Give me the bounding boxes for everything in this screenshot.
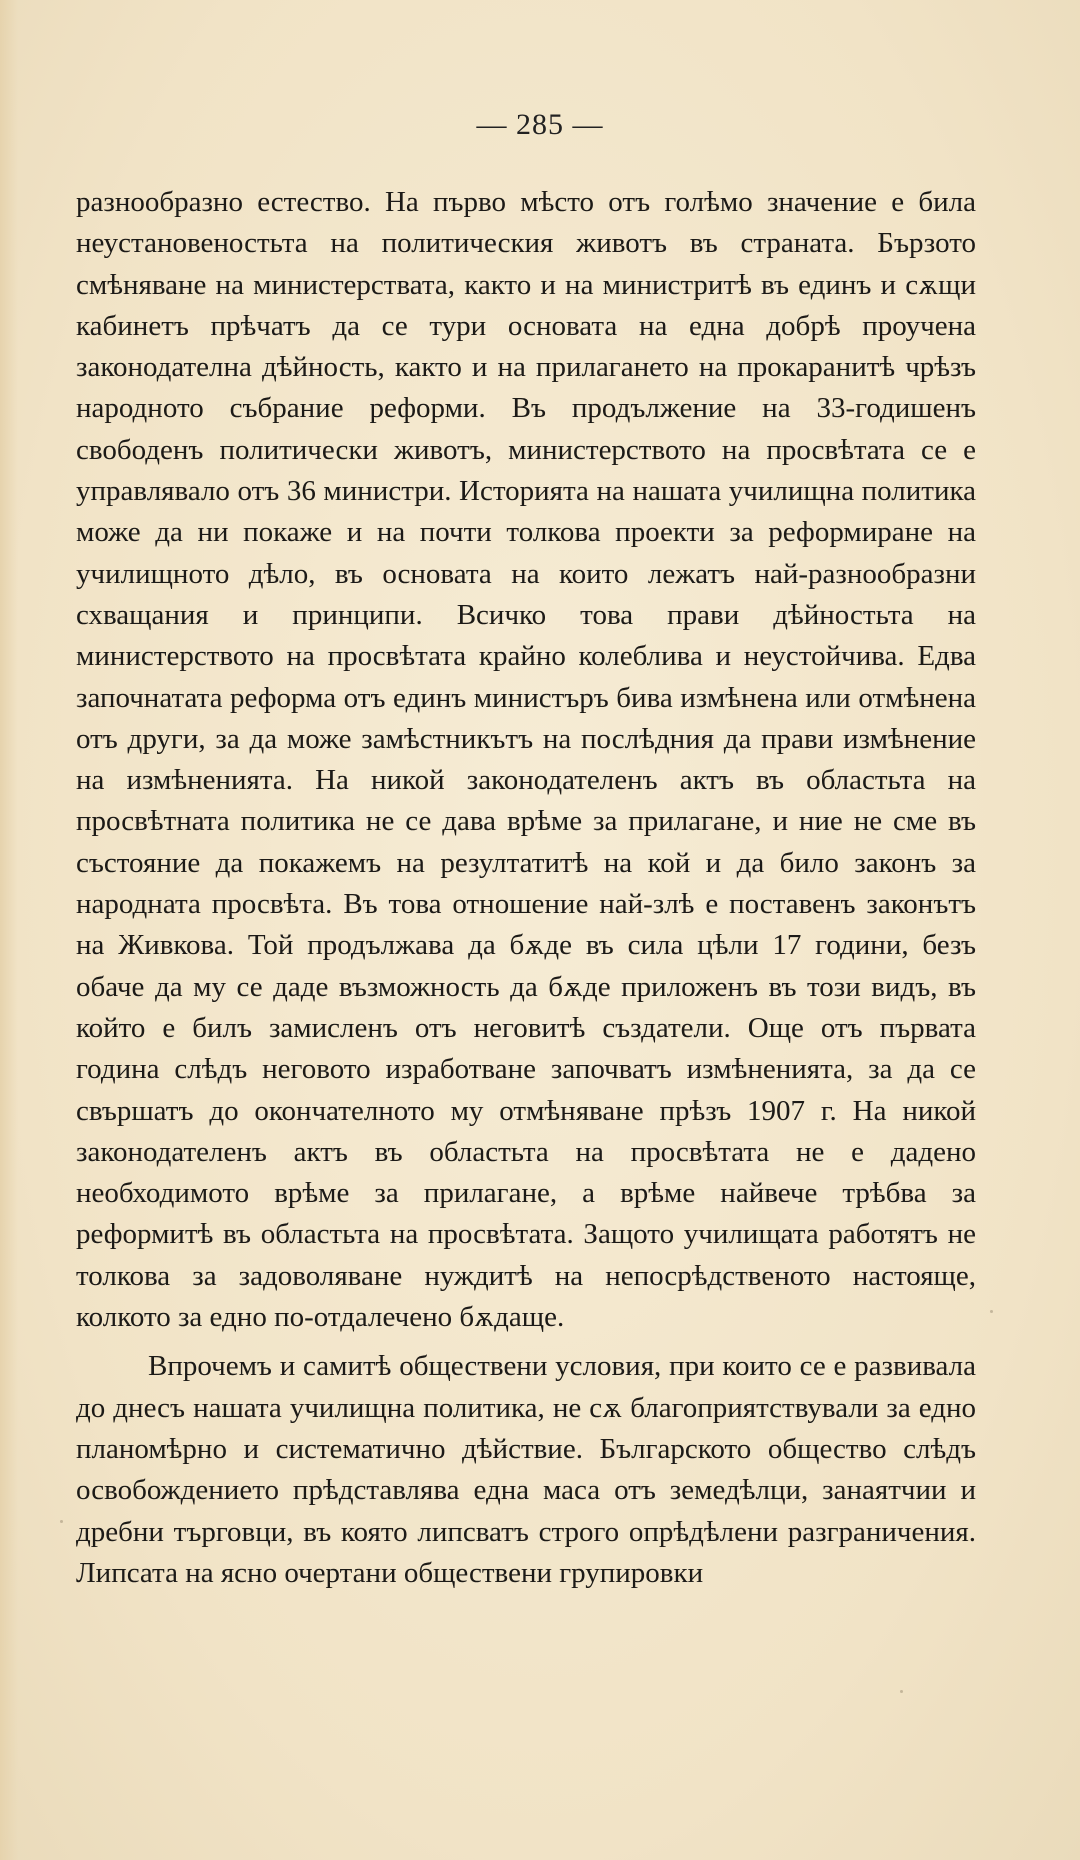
- paper-speck: [60, 1520, 63, 1523]
- page-edge-shadow: [0, 0, 18, 1860]
- page-number: — 285 —: [476, 108, 604, 141]
- paper-speck: [900, 1690, 903, 1693]
- paragraph-2: Впрочемъ и самитѣ обществени условия, при които се е развивала до днесъ нашата училищна политика, не сѫ благоприятствували за едно планомѣрно и систематично дѣйствие. Българското общество слѣдъ освобождението прѣдставлява една маса отъ земедѣлци, занаятчии и дребни търговци, въ която липсватъ строго опрѣдѣлени разграничения. Липсата на ясно очертани обществени групировки: [76, 1350, 976, 1589]
- paragraph-1: разнообразно естество. На първо мѣсто отъ голѣмо значение е била неустановеностьта на политическия животъ въ страната. Бързото смѣняване на министерствата, както и на министритѣ въ единъ и сѫщи кабинетъ прѣчатъ да се тури основата на една добрѣ проучена законодателна дѣйность, както и на прилагането на прокаранитѣ чрѣзъ народното събрание реформи. Въ продължение на 33-годишенъ свободенъ политически животъ, министерството на просвѣтата се е управлявало отъ 36 министри. Историята на нашата училищна политика може да ни покаже и на почти толкова проекти за реформиране на училищното дѣло, въ основата на които лежатъ най-разнообразни схващания и принципи. Всичко това прави дѣйностьта на министерството на просвѣтата крайно колеблива и неустойчива. Едва започнатата реформа отъ единъ министъръ бива измѣнена или отмѣнена отъ други, за да може замѣстникътъ на послѣдния да прави измѣнение на измѣненията. На никой законодателенъ актъ въ областьта на просвѣтната политика не се дава врѣме за прилагане, и ние не сме въ състояние да покажемъ на резултатитѣ на кой и да било законъ за народната просвѣта. Въ това отношение най-злѣ е поставенъ законътъ на Живкова. Той продължава да бѫде въ сила цѣли 17 години, безъ обаче да му се даде възможность да бѫде приложенъ въ този видъ, въ който е билъ замисленъ отъ неговитѣ създатели. Още отъ първата година слѣдъ неговото изработване започватъ измѣненията, за да се свършатъ до окончателното му отмѣняване прѣзъ 1907 г. На никой законодателенъ актъ въ областьта на просвѣтата не е дадено необходимото врѣме за прилагане, а врѣме найвече трѣбва за реформитѣ въ областьта на просвѣтата. Защото училищата работятъ не толкова за задоволяване нуждитѣ на непосрѣдственото настояще, колкото за едно по-отдалечено бѫдаще.: [76, 186, 976, 1334]
- paper-speck: [990, 1310, 993, 1313]
- body-text: [76, 182, 976, 1602]
